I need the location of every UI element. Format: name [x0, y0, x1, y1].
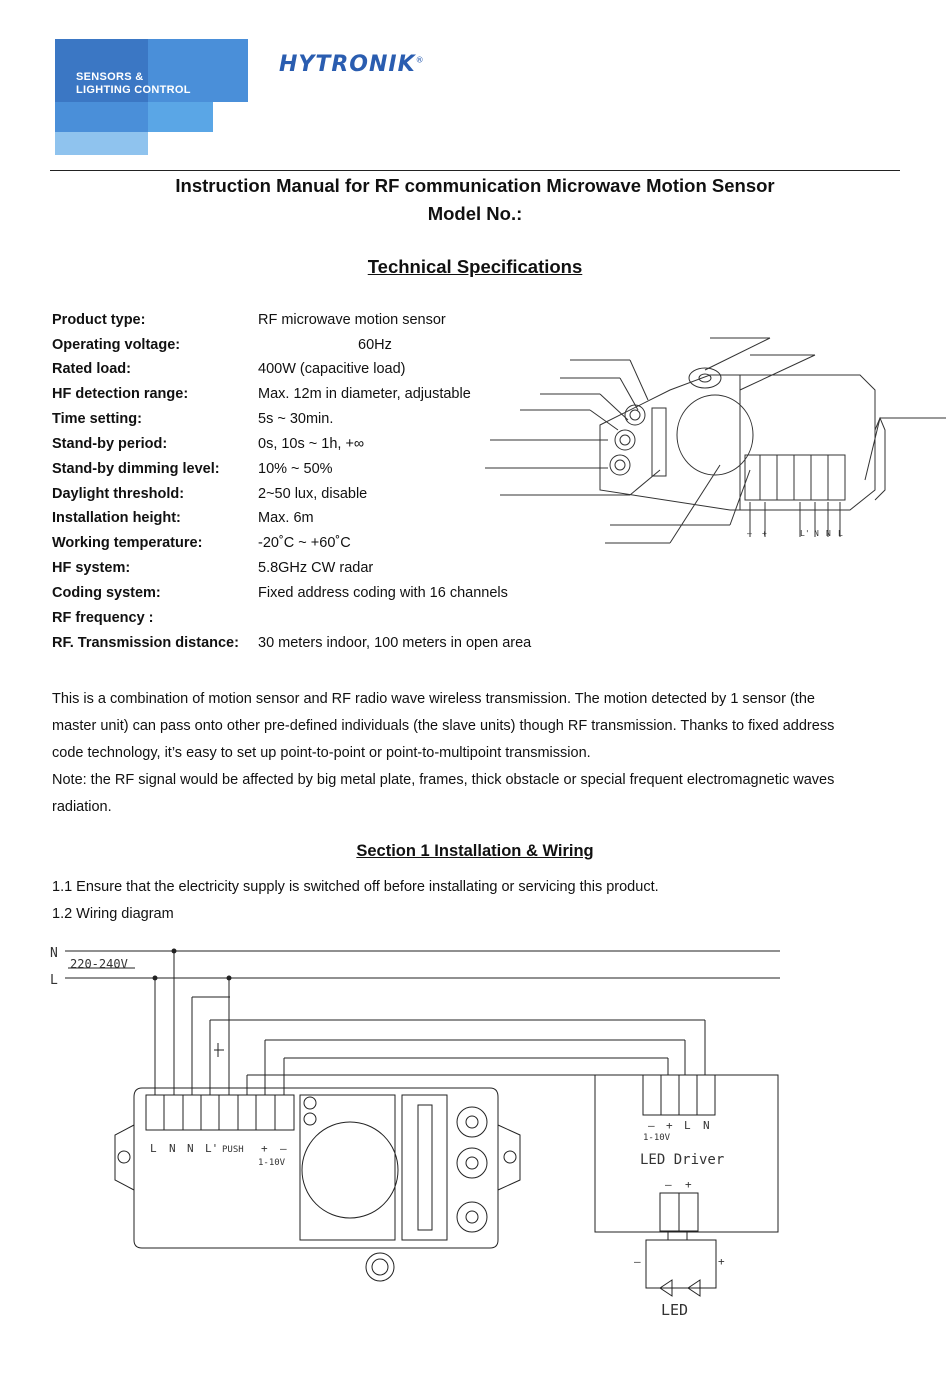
intro-paragraph — [52, 686, 922, 821]
brand-tagline-line1: SENSORS & — [76, 71, 144, 83]
driver-dim-label: 1-10V — [643, 1133, 671, 1143]
brand-tagline-line2: LIGHTING CONTROL — [76, 84, 191, 96]
spec-label: Working temperature: — [52, 535, 203, 551]
led-driver-label: LED Driver — [640, 1152, 725, 1168]
sensor-terminal-label: L' — [205, 1142, 219, 1155]
spec-value: 0s, 10s ~ 1h, +∞ — [258, 436, 365, 452]
driver-terminal-label: N — [703, 1119, 710, 1132]
company-logo — [279, 52, 425, 77]
driver-terminal-label: + — [666, 1119, 673, 1132]
spec-label: Operating voltage: — [52, 337, 181, 353]
spec-value: 60Hz — [358, 337, 392, 353]
mains-n-label: N — [50, 946, 58, 961]
spec-value: Fixed address coding with 16 channels — [258, 585, 508, 601]
led-plus-label: + — [718, 1255, 725, 1268]
mains-l-label: L — [50, 973, 58, 988]
spec-value: -20˚C ~ +60˚C — [258, 535, 351, 551]
intro-line: This is a combination of motion sensor and RF radio wave wireless transmission. The motion detected by 1 sensor (the — [52, 691, 815, 707]
sensor-terminal-label: N — [187, 1142, 194, 1155]
product-illustration — [480, 330, 950, 560]
manual-title: Instruction Manual for RF communication Microwave Motion Sensor — [175, 175, 775, 196]
spec-label: Daylight threshold: — [52, 486, 185, 502]
spec-label: Rated load: — [52, 361, 131, 377]
spec-label: HF system: — [52, 560, 131, 576]
brand-block-light — [148, 102, 213, 132]
spec-value: 5.8GHz CW radar — [258, 560, 374, 576]
sensor-terminal-label: PUSH — [222, 1145, 244, 1155]
spec-value: Max. 6m — [258, 510, 314, 526]
sensor-terminal-label: + — [261, 1142, 268, 1155]
spec-value: Max. 12m in diameter, adjustable — [258, 386, 471, 402]
spec-label: Coding system: — [52, 585, 161, 601]
spec-value: 5s ~ 30min. — [258, 411, 334, 427]
led-minus-label: – — [634, 1255, 641, 1268]
model-number-label: Model No.: — [427, 203, 523, 224]
spec-label: HF detection range: — [52, 386, 189, 402]
intro-note: Note: the RF signal would be affected by big metal plate, frames, thick obstacle or special frequent electromagnetic waves — [52, 772, 835, 788]
terminal-label: + — [762, 529, 767, 538]
terminal-label: N — [814, 529, 819, 538]
spec-label: RF. Transmission distance: — [52, 635, 239, 651]
driver-output-minus: – — [665, 1178, 672, 1191]
section1-heading: Section 1 Installation & Wiring — [356, 842, 594, 860]
sensor-terminal-label: – — [280, 1142, 287, 1155]
logo-registered-mark: ® — [415, 55, 425, 65]
spec-label: RF frequency : — [52, 610, 154, 626]
spec-label: Product type: — [52, 312, 146, 328]
terminal-label: – — [747, 529, 752, 538]
driver-output-plus: + — [685, 1178, 692, 1191]
terminal-label: N — [826, 529, 831, 538]
spec-value: 2~50 lux, disable — [258, 486, 368, 502]
spec-label: Stand-by period: — [52, 436, 168, 452]
intro-line: master unit) can pass onto other pre-defined individuals (the slave units) though RF transmission. Thanks to fixed address — [52, 718, 835, 734]
brand-block-lightest — [55, 132, 148, 155]
intro-note-cont: radiation. — [52, 799, 112, 815]
section1-item2: 1.2 Wiring diagram — [52, 906, 174, 922]
intro-line: code technology, it’s easy to set up point-to-point or point-to-multipoint transmission. — [52, 745, 591, 761]
spec-value: RF microwave motion sensor — [258, 312, 446, 328]
sensor-dim-label: 1-10V — [258, 1158, 286, 1168]
voltage-label: 220-240V — [70, 957, 128, 971]
led-label: LED — [661, 1301, 689, 1319]
brand-block-mid2 — [55, 102, 148, 132]
section1-item1: 1.1 Ensure that the electricity supply is switched off before installating or servicing this product. — [52, 879, 659, 895]
sensor-terminal-label: N — [169, 1142, 176, 1155]
spec-label: Installation height: — [52, 510, 181, 526]
spec-label: Time setting: — [52, 411, 142, 427]
sensor-terminal-label: L — [150, 1142, 157, 1155]
logo-text: HYTRONIK — [279, 52, 416, 77]
spec-value: 10% ~ 50% — [258, 461, 333, 477]
driver-terminal-label: L — [684, 1119, 691, 1132]
brand-tagline — [76, 71, 191, 97]
terminal-label: L' — [800, 529, 810, 538]
header-divider — [50, 170, 900, 171]
spec-label: Stand-by dimming level: — [52, 461, 220, 477]
driver-terminal-label: – — [648, 1119, 655, 1132]
spec-value: 30 meters indoor, 100 meters in open area — [258, 635, 532, 651]
specs-heading: Technical Specifications — [367, 256, 583, 277]
wiring-diagram — [0, 935, 950, 1335]
terminal-label: L — [838, 529, 843, 538]
spec-value: 400W (capacitive load) — [258, 361, 406, 377]
